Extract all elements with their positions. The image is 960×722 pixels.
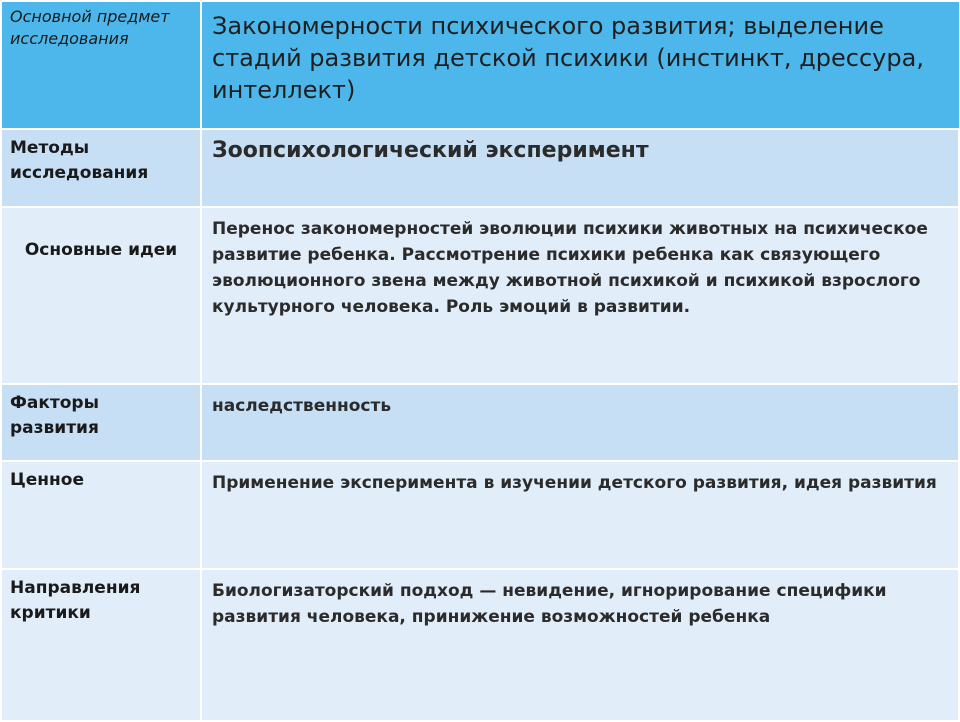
- row-label-cell: [1, 569, 201, 721]
- row-value: Закономерности психического развития; выделение стадий развития детской психики (инстинкт, дрессура, интеллект): [212, 12, 924, 104]
- row-value-cell: [201, 384, 959, 461]
- row-value: наследственность: [212, 396, 392, 416]
- row-label: Ценное: [10, 470, 85, 490]
- row-label: Основной предмет исследования: [10, 7, 170, 48]
- row-label-cell: [1, 129, 201, 207]
- row-label: Направления критики: [10, 578, 141, 623]
- row-label-cell: [1, 461, 201, 569]
- row-label: Факторы развития: [10, 393, 99, 438]
- row-label-cell: [1, 384, 201, 461]
- row-value: Применение эксперимента в изучении детского развития, идея развития: [212, 473, 937, 493]
- row-label: Основные идеи: [24, 240, 178, 260]
- table-row-factors: [1, 384, 959, 461]
- table-row-methods: [1, 129, 959, 207]
- row-value-cell: [201, 1, 959, 129]
- row-value: Биологизаторский подход — невидение, игнорирование специфики развития человека, принижение возможностей ребенка: [212, 581, 887, 627]
- row-label-cell: [1, 207, 201, 384]
- row-value-cell: [201, 569, 959, 721]
- row-label-cell: [1, 1, 201, 129]
- row-label: Методы исследования: [10, 138, 149, 183]
- table-row-subject: [1, 1, 959, 129]
- row-value-cell: [201, 129, 959, 207]
- row-value: Перенос закономерностей эволюции психики животных на психическое развитие ребенка. Рассмотрение психики ребенка как связующего эволюционного звена между животной психикой и психикой взрослого культурного человека. Роль эмоций в развитии.: [212, 219, 928, 317]
- row-value-cell: [201, 461, 959, 569]
- table-row-ideas: [1, 207, 959, 384]
- table-row-valuable: [1, 461, 959, 569]
- row-value-cell: [201, 207, 959, 384]
- table-row-criticism: [1, 569, 959, 721]
- row-value: Зоопсихологический эксперимент: [212, 138, 649, 163]
